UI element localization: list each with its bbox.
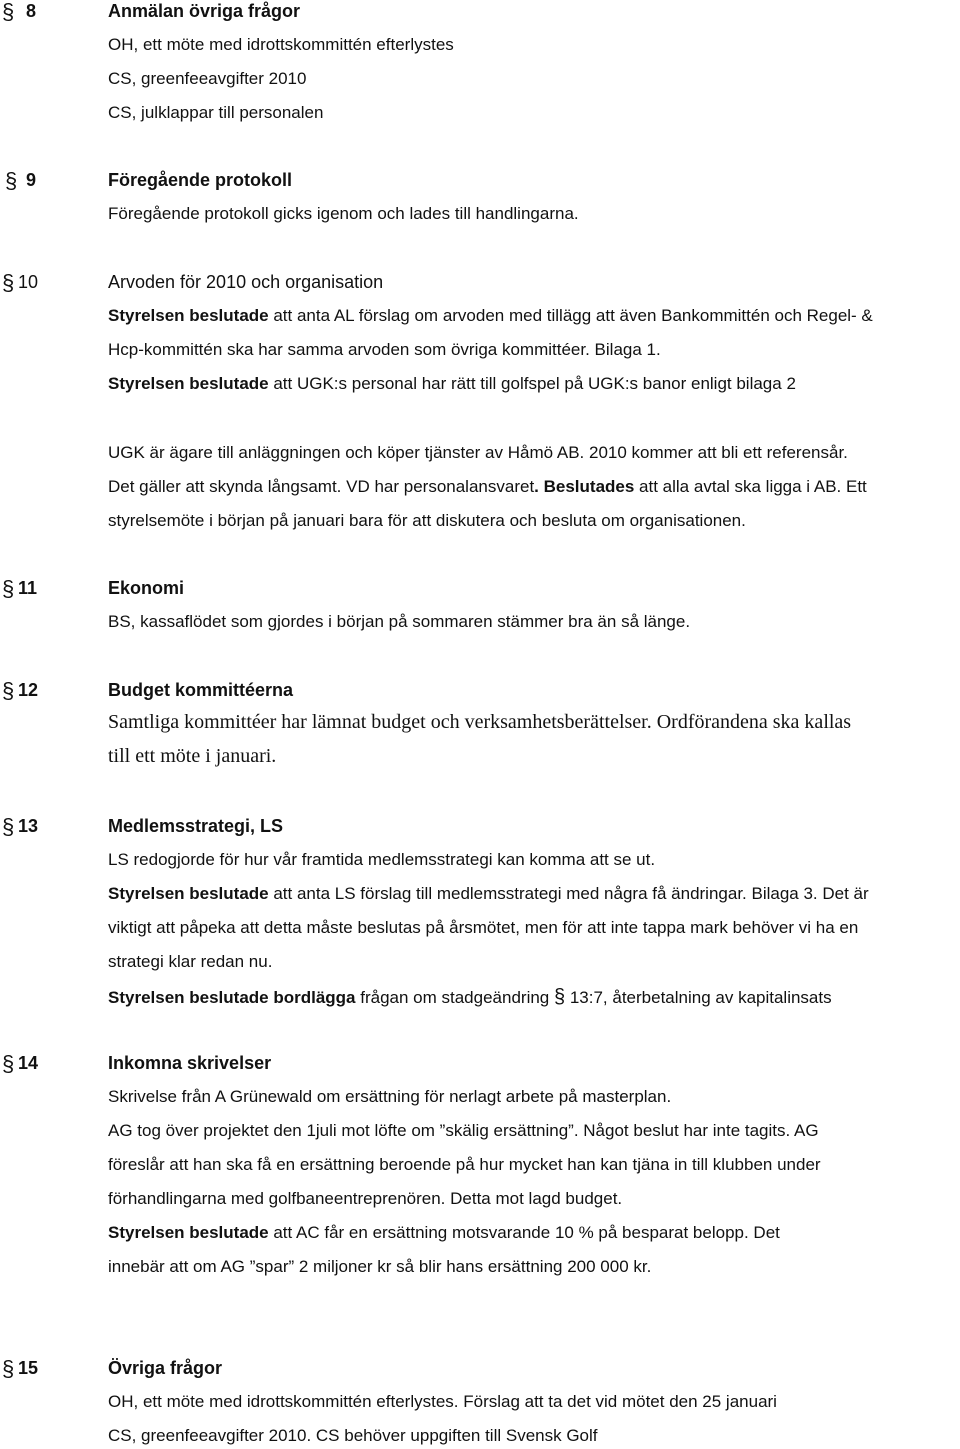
text-span: 13:7, återbetalning av kapitalinsats xyxy=(565,988,832,1007)
text-span: att UGK:s personal har rätt till golfspel på UGK:s banor enligt bilaga 2 xyxy=(268,374,796,393)
text-line xyxy=(108,885,869,902)
section-heading: Ekonomi xyxy=(108,578,185,598)
text-line: innebär att om AG ”spar” 2 miljoner kr så blir hans ersättning 200 000 kr. xyxy=(108,1257,652,1276)
text-line: styrelsemöte i början på januari bara för att diskutera och besluta om organisationen. xyxy=(108,511,746,530)
text-line: LS redogjorde för hur vår framtida medlemsstrategi kan komma att se ut. xyxy=(108,850,656,869)
section-heading: Budget kommittéerna xyxy=(108,680,294,700)
text-line: CS, greenfeeavgifter 2010. CS behöver uppgiften till Svensk Golf xyxy=(108,1426,598,1445)
decision-label: . Beslutades xyxy=(534,477,635,496)
text-line: föreslår att han ska få en ersättning beroende på hur mycket han kan tjäna in till klubben under xyxy=(108,1155,821,1174)
paragraph-symbol: § xyxy=(2,814,15,839)
section-heading: Föregående protokoll xyxy=(108,170,293,190)
decision-label: Styrelsen beslutade xyxy=(108,306,269,325)
text-line: CS, greenfeeavgifter 2010 xyxy=(108,69,307,88)
text-line: Föregående protokoll gicks igenom och lades till handlingarna. xyxy=(108,204,579,223)
section-number: 15 xyxy=(18,1358,39,1378)
section-number: 13 xyxy=(18,816,39,836)
text-line: strategi klar redan nu. xyxy=(108,952,273,971)
paragraph-symbol: § xyxy=(2,0,15,24)
text-line: OH, ett möte med idrottskommittén efterlystes. Förslag att ta det vid mötet den 25 januari xyxy=(108,1392,777,1411)
text-line: CS, julklappar till personalen xyxy=(108,103,324,122)
text-line: AG tog över projektet den 1juli mot löfte om ”skälig ersättning”. Något beslut har inte tagits. AG xyxy=(108,1121,819,1140)
text-line: Skrivelse från A Grünewald om ersättning för nerlagt arbete på masterplan. xyxy=(108,1087,672,1106)
decision-label: Styrelsen beslutade bordlägga xyxy=(108,988,356,1007)
decision-label: Styrelsen beslutade xyxy=(108,374,269,393)
paragraph-symbol: § xyxy=(2,270,15,295)
decision-label: Styrelsen beslutade xyxy=(108,1223,269,1242)
section-heading: Arvoden för 2010 och organisation xyxy=(108,272,384,292)
section-number: 11 xyxy=(18,578,38,598)
section-number: 14 xyxy=(18,1053,39,1073)
text-line xyxy=(108,375,796,392)
text-span: Det gäller att skynda långsamt. VD har personalansvaret xyxy=(108,477,535,496)
text-line: OH, ett möte med idrottskommittén efterlystes xyxy=(108,35,454,54)
text-line: viktigt att påpeka att detta måste beslutas på årsmötet, men för att inte tappa mark behöver vi ha en xyxy=(108,918,859,937)
text-span: att anta LS förslag till medlemsstrategi med några få ändringar. Bilaga 3. Det är xyxy=(268,884,869,903)
section-number: 10 xyxy=(18,272,39,292)
text-line: BS, kassaflödet som gjordes i början på sommaren stämmer bra än så länge. xyxy=(108,612,691,631)
text-line: Samtliga kommittéer har lämnat budget och verksamhetsberättelser. Ordförandena ska kallas xyxy=(108,711,852,733)
paragraph-symbol: § xyxy=(2,678,15,703)
paragraph-symbol: § xyxy=(5,168,18,193)
section-heading: Inkomna skrivelser xyxy=(108,1053,272,1073)
paragraph-symbol: § xyxy=(2,1051,15,1076)
section-number: 9 xyxy=(26,170,37,190)
section-heading: Anmälan övriga frågor xyxy=(108,1,301,21)
text-line: till ett möte i januari. xyxy=(108,745,277,767)
text-line xyxy=(108,1224,780,1241)
text-line xyxy=(108,987,832,1007)
text-line: Hcp-kommittén ska har samma arvoden som övriga kommittéer. Bilaga 1. xyxy=(108,340,661,359)
text-line: UGK är ägare till anläggningen och köper tjänster av Håmö AB. 2010 kommer att bli ett referensår. xyxy=(108,443,848,462)
section-heading: Övriga frågor xyxy=(108,1358,223,1378)
decision-label: Styrelsen beslutade xyxy=(108,884,269,903)
paragraph-symbol: § xyxy=(2,576,15,601)
text-line xyxy=(108,307,873,324)
paragraph-symbol-inline: § xyxy=(553,986,566,1008)
text-span: att AC får en ersättning motsvarande 10 % på besparat belopp. Det xyxy=(268,1223,780,1242)
text-span: att anta AL förslag om arvoden med tillägg att även Bankommittén och Regel- & xyxy=(268,306,873,325)
text-span: frågan om stadgeändring xyxy=(355,988,554,1007)
text-line xyxy=(108,478,867,495)
section-number: 12 xyxy=(18,680,39,700)
section-heading: Medlemsstrategi, LS xyxy=(108,816,284,836)
paragraph-symbol: § xyxy=(2,1356,15,1381)
text-span: att alla avtal ska ligga i AB. Ett xyxy=(634,477,867,496)
text-line: förhandlingarna med golfbaneentreprenören. Detta mot lagd budget. xyxy=(108,1189,623,1208)
section-number: 8 xyxy=(26,1,37,21)
